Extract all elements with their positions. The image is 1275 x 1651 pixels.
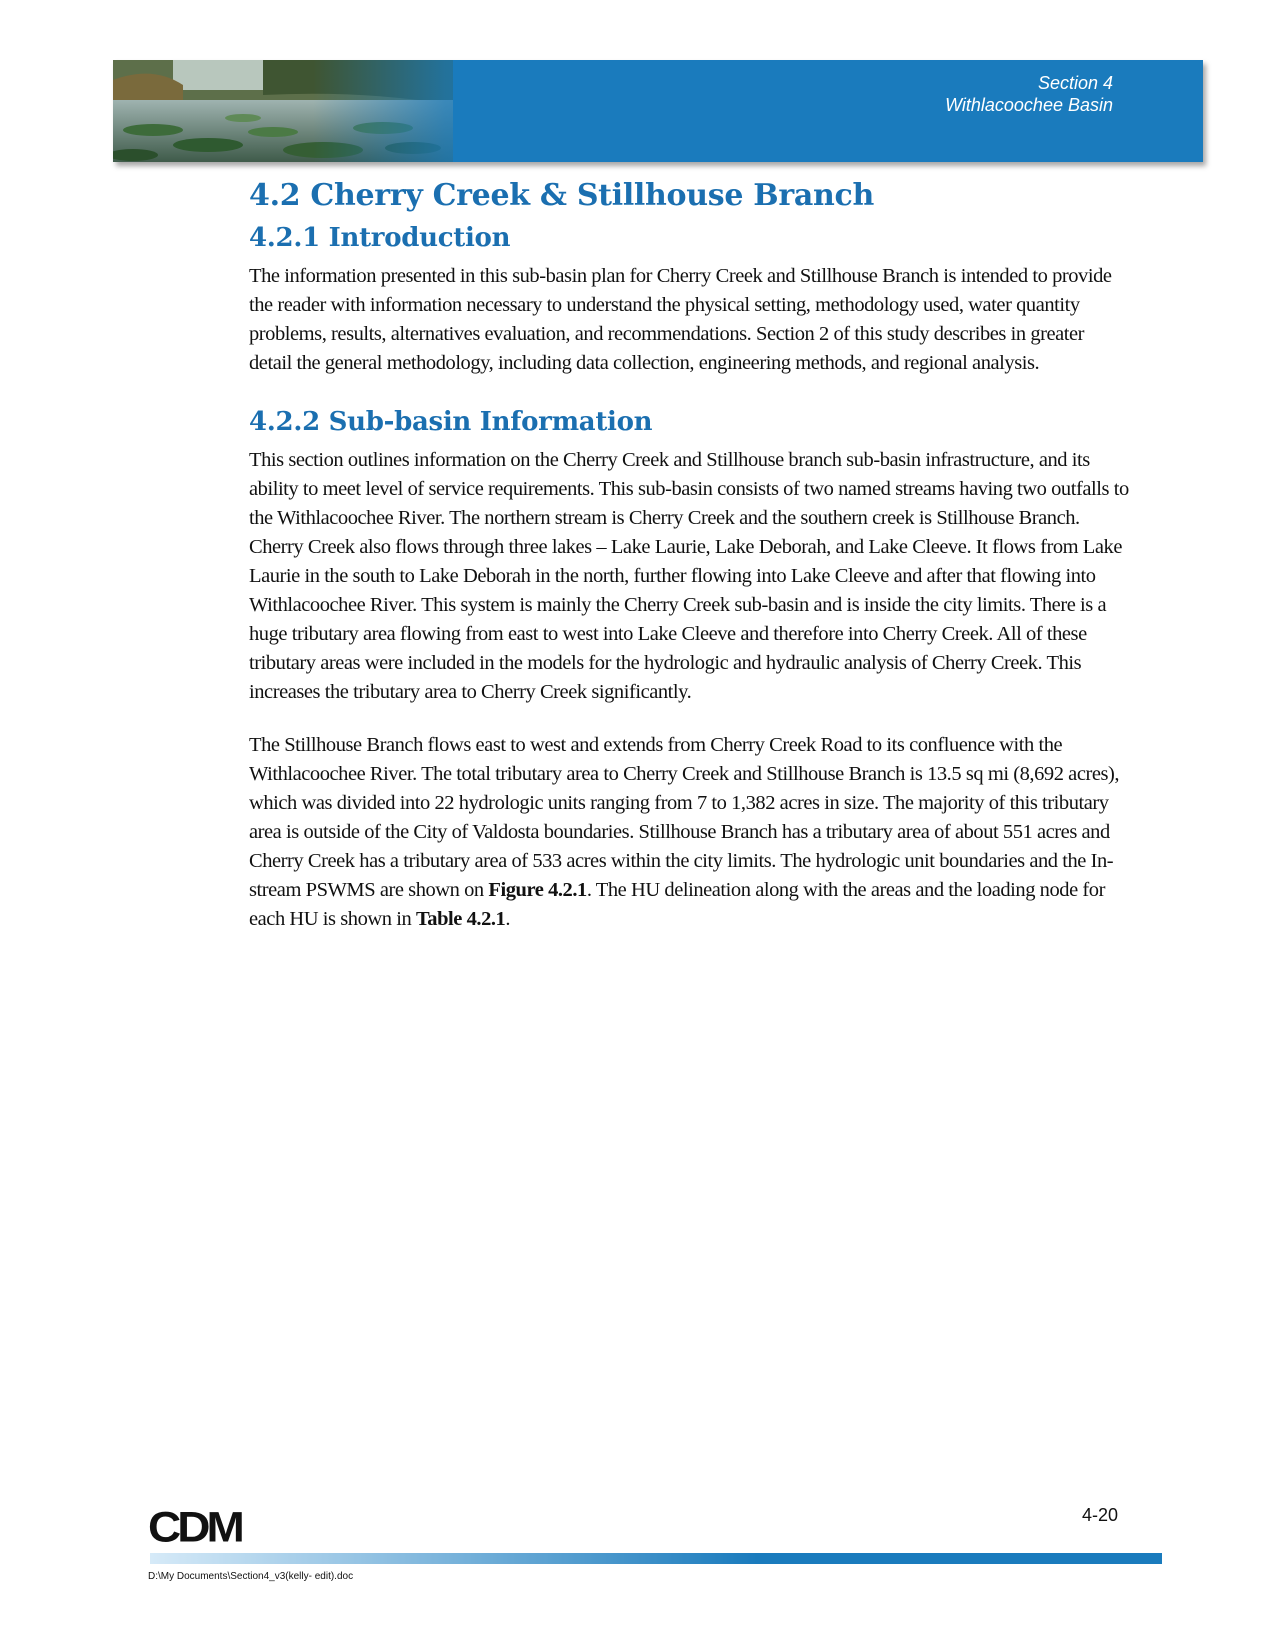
table-reference: Table 4.2.1 bbox=[415, 908, 506, 930]
intro-paragraph: The information presented in this sub-basin plan for Cherry Creek and Stillhouse Branch is intended to provide the reader with information necessary to understand the physical setting, methodology used, water quantity problems, results, alternatives evaluation, and recommendations. Section 2 of this study describes in greater detail the general methodology, including data collection, engineering methods, and regional analysis. bbox=[249, 265, 1112, 374]
file-path: D:\My Documents\Section4_v3(kelly- edit).doc bbox=[148, 1571, 354, 1582]
subbasin-paragraph-1: This section outlines information on the Cherry Creek and Stillhouse branch sub-basin infrastructure, and its ability to meet level of service requirements. This sub-basin consists of two named streams having two outfalls to the Withlacoochee River. The northern stream is Cherry Creek and the southern creek is Stillhouse Branch. Cherry Creek also flows through three lakes – Lake Laurie, Lake Deborah, and Lake Cleeve. It flows from Lake Laurie in the south to Lake Deborah in the north, further flowing into Lake Cleeve and after that flowing into Withlacoochee River. This system is mainly the Cherry Creek sub-basin and is inside the city limits. There is a huge tributary area flowing from east to west into Lake Cleeve and therefore into Cherry Creek. All of these tributary areas were included in the models for the hydrologic and hydraulic analysis of Cherry Creek. This increases the tributary area to Cherry Creek significantly. bbox=[249, 449, 1129, 703]
subbasin-paragraph-2 bbox=[249, 731, 1129, 934]
header-section: Section 4 bbox=[1037, 73, 1113, 93]
document-body bbox=[249, 176, 1129, 934]
page-number: 4-20 bbox=[1081, 1505, 1118, 1525]
header-section-label bbox=[945, 72, 1113, 116]
header-basin: Withlacoochee Basin bbox=[945, 95, 1113, 115]
intro-heading: 4.2.1 Introduction bbox=[249, 223, 511, 253]
figure-reference: Figure 4.2.1 bbox=[488, 879, 587, 901]
footer-bar bbox=[150, 1553, 1162, 1564]
header-gradient-fade bbox=[313, 60, 553, 162]
subbasin-heading: 4.2.2 Sub-basin Information bbox=[249, 407, 653, 437]
paragraph-2-text-b: . The HU delineation along with the areas and the loading node for each HU is shown in bbox=[249, 879, 1105, 930]
header-banner bbox=[113, 60, 1203, 162]
cdm-logo: CDM bbox=[148, 1503, 241, 1551]
paragraph-2-text-a: The Stillhouse Branch flows east to west and extends from Cherry Creek Road to its confluence with the Withlacoochee River. The total tributary area to Cherry Creek and Stillhouse Branch is 13.5 sq mi (8,692 acres), which was divided into 22 hydrologic units ranging from 7 to 1,382 acres in size. The majority of this tributary area is outside of the City of Valdosta boundaries. Stillhouse Branch has a tributary area of about 551 acres and Cherry Creek has a tributary area of 533 acres within the city limits. The hydrologic unit boundaries and the In-stream PSWMS are shown on bbox=[249, 734, 1120, 901]
paragraph-2-text-c: . bbox=[505, 908, 511, 930]
section-title: 4.2 Cherry Creek & Stillhouse Branch bbox=[249, 178, 874, 213]
